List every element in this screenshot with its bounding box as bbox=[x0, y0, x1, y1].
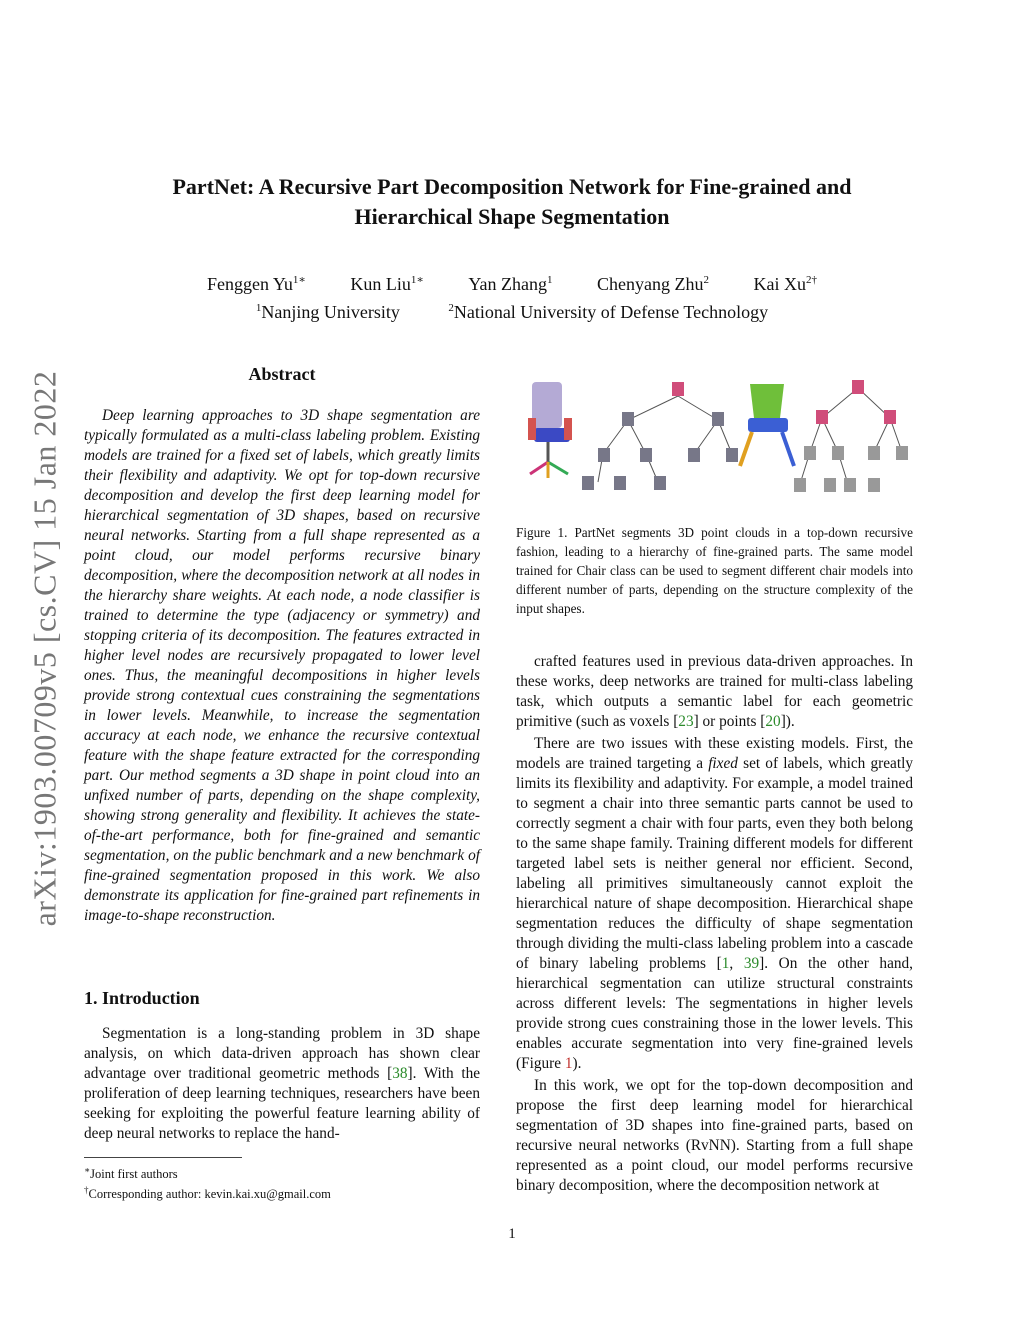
chair-icons-right bbox=[794, 380, 908, 492]
section-heading-introduction: 1. Introduction bbox=[84, 988, 200, 1008]
citation-link[interactable]: 38 bbox=[392, 1065, 408, 1082]
footnote-divider bbox=[84, 1157, 242, 1158]
title-line-1: PartNet: A Recursive Part Decomposition Network for Fine-grained and bbox=[172, 174, 852, 199]
chair-icons-left bbox=[582, 382, 738, 490]
paragraph: crafted features used in previous data-driven approaches. In these works, deep networks are trained for multi-class labeling task, which outputs a semantic label for each geometric primitive (such as voxels [23] or points [20]). bbox=[516, 653, 913, 730]
author-list bbox=[0, 268, 1024, 296]
author: Kun Liu$^{1∗}$ bbox=[350, 274, 424, 294]
page-number: 1 bbox=[508, 1226, 516, 1242]
affiliation: $^2$National University of Defense Technology bbox=[448, 302, 769, 322]
figure-reference-link[interactable]: 1 bbox=[564, 1055, 573, 1072]
chair-point-cloud-right bbox=[740, 384, 794, 466]
chair-point-cloud-left bbox=[528, 382, 572, 478]
author-block bbox=[0, 268, 1024, 324]
footnotes bbox=[84, 1162, 331, 1202]
intro-paragraph: Segmentation is a long-standing problem in 3D shape analysis, on which data-driven approach has shown clear advantage over traditional geometric methods [38]. With the proliferation of deep learning techniques, researchers have been seeking for exploiting the powerful feature learning ability of deep neural networks to replace the hand- bbox=[84, 1025, 481, 1142]
figure-1-illustration bbox=[518, 378, 912, 506]
paper-title bbox=[0, 172, 1024, 232]
paragraph: There are two issues with these existing models. First, the models are trained targeting a fixed set of labels, which greatly limits its flexibility and adaptivity. For example, a model trained to segment a chair into three semantic parts cannot be used to correctly segment a chair with four parts, even they both belong to the same shape family. Training different models for different targeted label sets is neither general nor efficient. Second, labeling all primitives simultaneously cannot exploit the hierarchical nature of shape decomposition. Hierarchical shape segmentation reduces the difficulty of shape segmentation through dividing the multi-class labeling problem into a cascade of binary labeling problems [1, 39]. On the other hand, hierarchical segmentation can utilize structural constraints across different levels: The segmentations in higher levels provide strong cues constraining those in the lower levels. This enables accurate segmentation into very fine-grained levels (Figure 1). bbox=[516, 735, 913, 1072]
citation-link[interactable]: 1 bbox=[721, 955, 730, 972]
figure-1-caption: Figure 1. PartNet segments 3D point clouds in a top-down recursive fashion, leading to a hierarchy of fine-grained parts. The same model trained for Chair class can be used to segment different chair models into different number of parts, depending on the structure complexity of the input shapes. bbox=[516, 525, 913, 616]
footnote-joint-authors: ∗Joint first authors bbox=[84, 1165, 178, 1182]
author: Yan Zhang$^1$ bbox=[468, 274, 553, 294]
abstract-heading: Abstract bbox=[248, 364, 316, 384]
abstract-text: Deep learning approaches to 3D shape segmentation are typically formulated as a multi-class labeling problem. Existing models are trained for a fixed set of labels, which greatly limits their flexibility and adaptivity. We opt for top-down recursive decomposition and develop the first deep learning model for hierarchical segmentation of 3D shapes, based on recursive neural networks. Starting from a full shape represented as a point cloud, our model performs recursive binary decomposition, where the decomposition network at all nodes in the hierarchy share weights. At each node, a node classifier is trained to determine the type (adjacency or symmetry) and stopping criteria of its decomposition. The features extracted in higher level nodes are recursively propagated to lower level ones. Thus, the meaningful decompositions in higher levels provide strong contextual cues constraining the segmentations in lower levels. Meanwhile, to increase the segmentation accuracy at each node, we enhance the recursive contextual feature with the shape feature extracted for the corresponding part. Our method segments a 3D shape in point cloud into an unfixed number of parts, depending on the shape complexity, showing strong generality and flexibility. It achieves the state-of-the-art performance, both for fine-grained and semantic segmentation, on the public benchmark and a new benchmark of fine-grained segmentation proposed in this work. We also demonstrate its application for fine-grained part refinements in image-to-shape reconstruction. bbox=[84, 407, 480, 924]
citation-link[interactable]: 39 bbox=[743, 955, 760, 972]
title-line-2: Hierarchical Shape Segmentation bbox=[354, 204, 670, 229]
author: Fenggen $Yu^{1∗}$ bbox=[207, 274, 306, 294]
citation-link[interactable]: 20 bbox=[765, 713, 781, 730]
citation-link[interactable]: 23 bbox=[678, 713, 694, 730]
author: Kai $Xu^{2\dagger}$ bbox=[753, 274, 817, 294]
abstract-body bbox=[84, 406, 480, 926]
paragraph: In this work, we opt for the top-down decomposition and propose the first deep learning model for hierarchical segmentation of 3D shapes into fine-grained parts, based on recursive neural networks (RvNN). Starting from a full shape represented as a point cloud, our model performs recursive binary decomposition, where the decomposition network at bbox=[516, 1077, 913, 1194]
author: Chenyang Zhu$^2$ bbox=[596, 274, 709, 294]
affiliation: $^1$Nanjing University bbox=[255, 302, 400, 322]
hierarchy-tree-right bbox=[800, 388, 902, 484]
introduction-continued bbox=[516, 652, 913, 1196]
hierarchy-tree-left bbox=[598, 396, 732, 482]
affiliations bbox=[0, 296, 1024, 324]
arxiv-identifier: arXiv:1903.00709v5 [cs.CV] 15 Jan 2022 bbox=[26, 370, 63, 927]
introduction-body bbox=[84, 1024, 480, 1144]
footnote-corresponding-author: †Corresponding author: kevin.kai.xu@gmail.com bbox=[84, 1185, 331, 1202]
